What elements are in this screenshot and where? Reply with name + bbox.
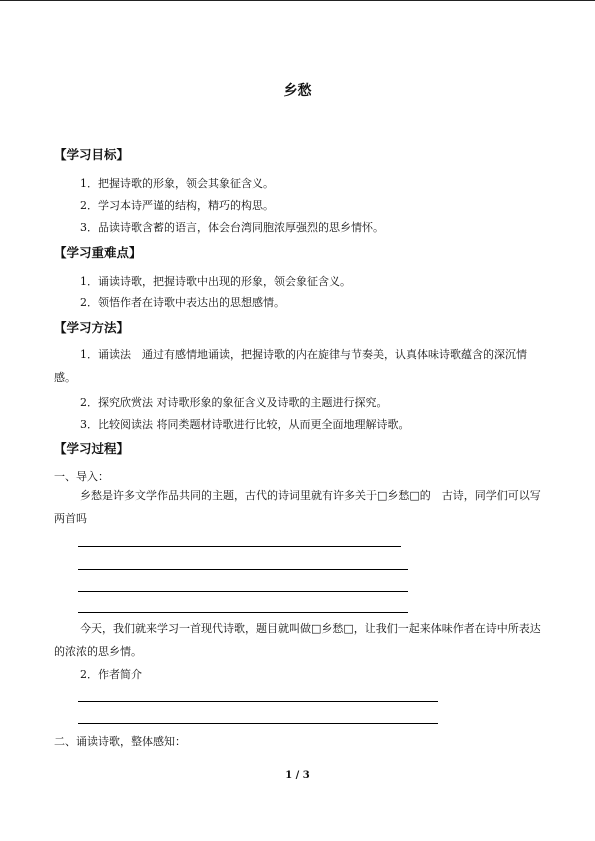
- section-heading-goals: 【学习目标】: [54, 147, 130, 162]
- key-point-item-2: 2．领悟作者在诗歌中表达出的思想感情。: [80, 296, 285, 309]
- goal-item-2: 2．学习本诗严谨的结构，精巧的构思。: [80, 199, 274, 212]
- intro-label: 一、导入：: [54, 470, 109, 483]
- answer-blank-line-5[interactable]: [78, 701, 438, 702]
- page-title: 乡愁: [283, 83, 312, 99]
- section-heading-methods: 【学习方法】: [54, 320, 130, 335]
- author-intro-label: 2．作者简介: [80, 668, 142, 681]
- answer-blank-line-2[interactable]: [78, 569, 408, 570]
- intro-paragraph: 乡愁是许多文学作品共同的主题，古代的诗词里就有许多关于□乡愁□的 古诗，同学们可以写两首吗: [54, 489, 541, 525]
- page-number: 1 / 3: [285, 770, 310, 781]
- today-paragraph: 今天，我们就来学习一首现代诗歌，题目就叫做□乡愁□，让我们一起来体味作者在诗中所表达的浓浓的思乡情。: [54, 622, 541, 658]
- section-heading-process: 【学习过程】: [54, 441, 130, 456]
- method-item-3: 3．比较阅读法 将同类题材诗歌进行比较，从而更全面地理解诗歌。: [80, 418, 410, 431]
- answer-blank-line-4[interactable]: [78, 612, 408, 613]
- goal-item-3: 3．品读诗歌含蓄的语言，体会台湾同胞浓厚强烈的思乡情怀。: [80, 221, 384, 234]
- top-border-line: [0, 0, 595, 1]
- answer-blank-line-1[interactable]: [78, 546, 401, 547]
- answer-blank-line-3[interactable]: [78, 591, 408, 592]
- method-item-2: 2．探究欣赏法 对诗歌形象的象征含义及诗歌的主题进行探究。: [80, 396, 388, 409]
- reading-label: 二、诵读诗歌，整体感知：: [54, 735, 186, 748]
- method-item-1: 1．诵读法 通过有感情地诵读，把握诗歌的内在旋律与节奏美，认真体味诗歌蕴含的深沉情感。: [54, 348, 527, 384]
- answer-blank-line-6[interactable]: [78, 723, 438, 724]
- key-point-item-1: 1．诵读诗歌，把握诗歌中出现的形象，领会象征含义。: [80, 275, 351, 288]
- section-heading-key-points: 【学习重难点】: [54, 245, 142, 260]
- goal-item-1: 1．把握诗歌的形象，领会其象征含义。: [80, 177, 274, 190]
